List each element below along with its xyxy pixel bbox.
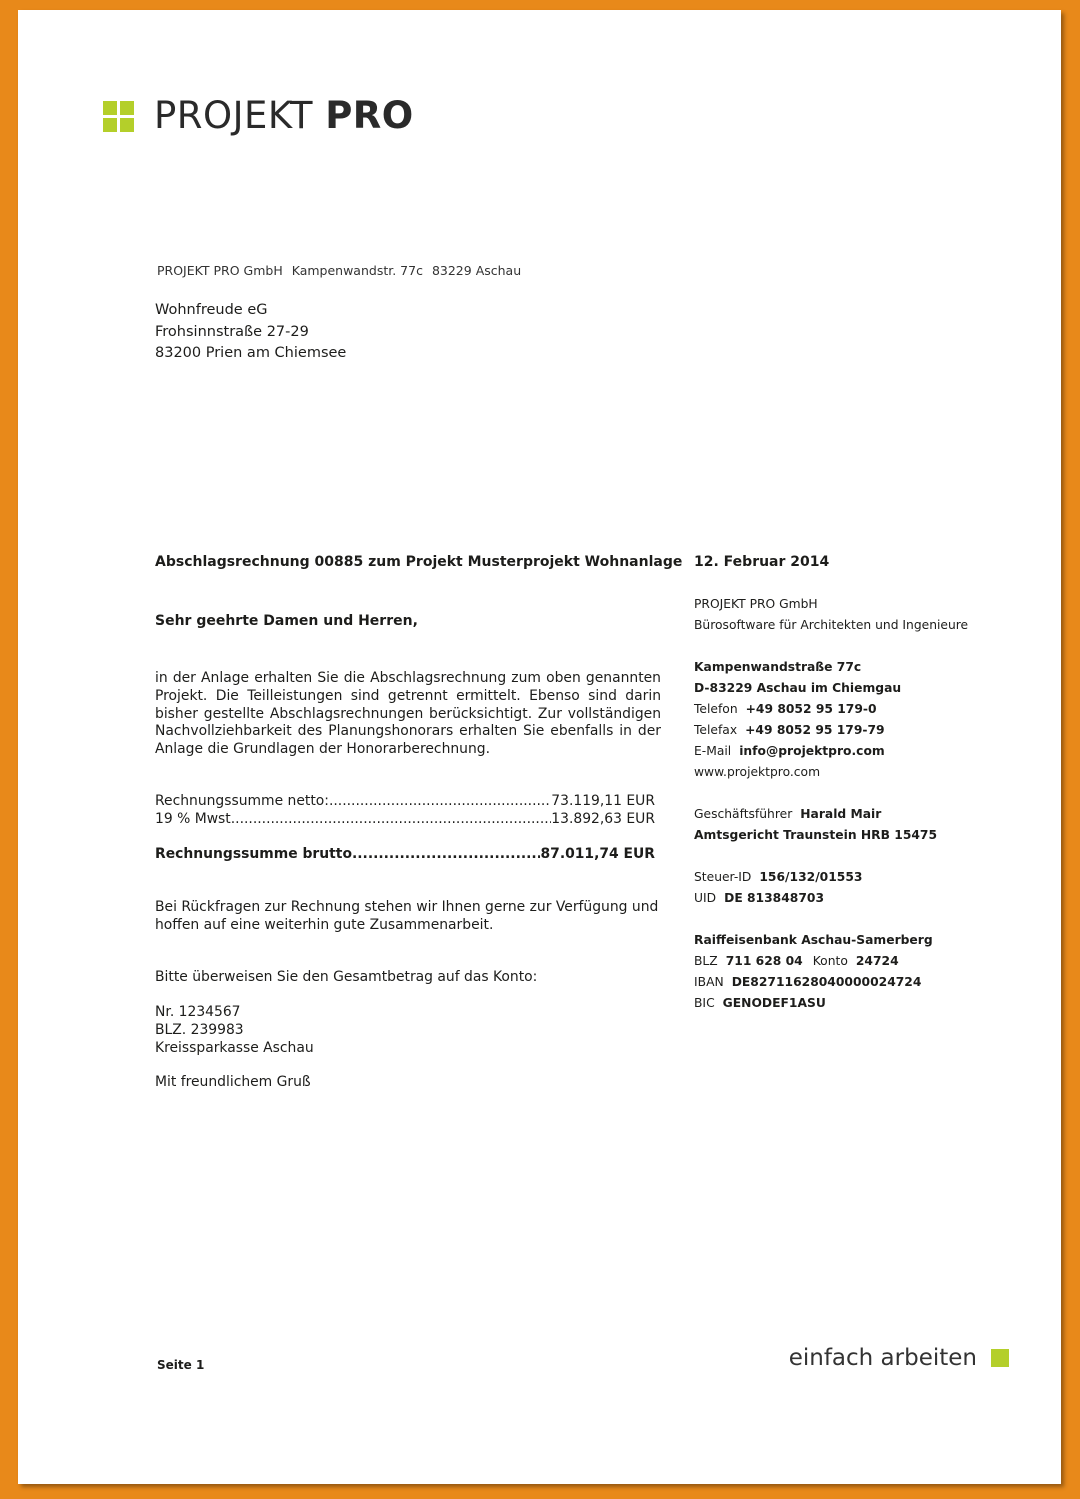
- closing: Mit freundlichem Gruß: [155, 1074, 311, 1090]
- sidebar-bic: BIC GENODEF1ASU: [694, 996, 826, 1010]
- sidebar-iban: IBAN DE82711628040000024724: [694, 975, 922, 989]
- logo-wordmark: PROJEKT PRO: [154, 94, 414, 137]
- sidebar-web: www.projektpro.com: [694, 765, 821, 779]
- sidebar-blz-konto: BLZ 711 628 04 Konto 24724: [694, 954, 899, 968]
- sum-netto-row: Rechnungssumme netto: ..... 73.119,11 EUR: [155, 792, 655, 810]
- recipient-name: Wohnfreude eG: [155, 302, 268, 318]
- sum-mwst-row: 19 % Mwst. ..... 13.892,63 EUR: [155, 810, 655, 828]
- bank-account: [155, 1004, 314, 1057]
- sidebar-register: Amtsgericht Traunstein HRB 15475: [694, 828, 938, 842]
- recipient-city: 83200 Prien am Chiemsee: [155, 345, 347, 361]
- footer-slogan: einfach arbeiten: [789, 1345, 1009, 1371]
- letter-date: 12. Februar 2014: [694, 554, 830, 570]
- sidebar-bank: Raiffeisenbank Aschau-Samerberg: [694, 933, 933, 947]
- sidebar-tax-id: Steuer-ID 156/132/01553: [694, 870, 863, 884]
- sidebar-managing-director: Geschäftsführer Harald Mair: [694, 807, 882, 821]
- company-logo: [103, 96, 414, 136]
- sidebar-street: Kampenwandstraße 77c: [694, 660, 862, 674]
- sum-brutto-row: Rechnungssumme brutto. ..... 87.011,74 EUR: [155, 845, 655, 863]
- recipient-street: Frohsinnstraße 27-29: [155, 323, 309, 340]
- recipient-address: [155, 300, 346, 365]
- salutation: Sehr geehrte Damen und Herren,: [155, 613, 418, 629]
- questions-paragraph: Bei Rückfragen zur Rechnung stehen wir Ihnen gerne zur Verfügung und hoffen auf eine weiterhin gute Zusammenarbeit.: [155, 899, 659, 933]
- letter-page: [18, 10, 1061, 1484]
- account-bank: Kreissparkasse Aschau: [155, 1039, 314, 1056]
- logo-squares-icon: [103, 101, 134, 132]
- account-number: Nr. 1234567: [155, 1004, 241, 1020]
- body-paragraph: in der Anlage erhalten Sie die Abschlagsrechnung zum oben genannten Projekt. Die Teilleistungen sind getrennt ermittelt. Ebenso sind darin bisher gestellte Abschlagsrechnungen berücksichtigt. Zur vollständigen Nachvollziehbarkeit des Planungshonorars erhalten Sie ebenfalls in der Anlage die Grundlagen der Honorarberechnung.: [155, 670, 661, 758]
- page-number: Seite 1: [157, 1358, 205, 1372]
- sidebar-email: E-Mail info@projektpro.com: [694, 744, 885, 758]
- sidebar-telefax: Telefax +49 8052 95 179-79: [694, 723, 885, 737]
- payment-intro: Bitte überweisen Sie den Gesamtbetrag auf das Konto:: [155, 969, 538, 985]
- sidebar-telefon: Telefon +49 8052 95 179-0: [694, 702, 877, 716]
- sidebar-city: D-83229 Aschau im Chiemgau: [694, 681, 902, 695]
- account-blz: BLZ. 239983: [155, 1021, 244, 1038]
- slogan-square-icon: [991, 1349, 1009, 1367]
- sidebar-uid: UID DE 813848703: [694, 891, 825, 905]
- sidebar-company: PROJEKT PRO GmbH: [694, 597, 818, 611]
- sender-return-address: PROJEKT PRO GmbH Kampenwandstr. 77c 83229 Aschau: [157, 263, 522, 278]
- sidebar-tagline: Bürosoftware für Architekten und Ingenieure: [694, 618, 969, 632]
- letter-subject: Abschlagsrechnung 00885 zum Projekt Musterprojekt Wohnanlage: [155, 554, 683, 570]
